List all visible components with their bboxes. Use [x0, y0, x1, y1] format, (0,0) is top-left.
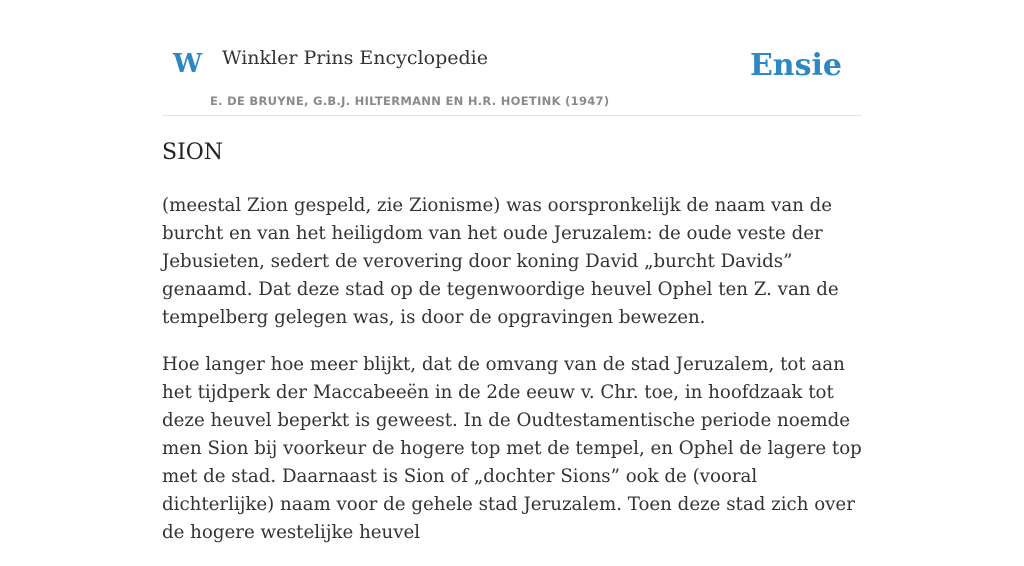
entry-paragraph: Hoe langer hoe meer blijkt, dat de omvang van de stad Jeruzalem, tot aan het tijdperk der Maccabeeën in de 2de eeuw v. Chr. toe, in hoofdzaak tot deze heuvel beperkt is geweest. In de Oudtestamentische periode noemde men Sion bij voorkeur de hogere top met de tempel, en Ophel de lagere top met de stad. Daarnaast is Sion of „dochter Sions” ook de (vooral dichterlijke) naam voor de gehele stad Jeruzalem. Toen deze stad zich over de hogere westelijke heuvel	[162, 354, 862, 543]
entry-body	[162, 192, 862, 566]
header	[162, 36, 862, 116]
publication-title[interactable]: Winkler Prins Encyclopedie	[222, 47, 488, 69]
entry-paragraph: (meestal Zion gespeld, zie Zionisme) was oorspronkelijk de naam van de burcht en van het heiligdom van het oude Jeruzalem: de oude veste der Jebusieten, sedert de verovering door koning David „burcht Davids” genaamd. Dat deze stad op de tegenwoordige heuvel Ophel ten Z. van de tempelberg gelegen was, is door de opgravingen bewezen.	[162, 195, 839, 328]
entry-title: SION	[162, 140, 224, 165]
winkler-prins-logo[interactable]: W	[173, 49, 203, 79]
ensie-logo[interactable]: Ensie	[749, 48, 842, 83]
publication-authors: E. DE BRUYNE, G.B.J. HILTERMANN EN H.R. HOETINK (1947)	[210, 94, 610, 108]
